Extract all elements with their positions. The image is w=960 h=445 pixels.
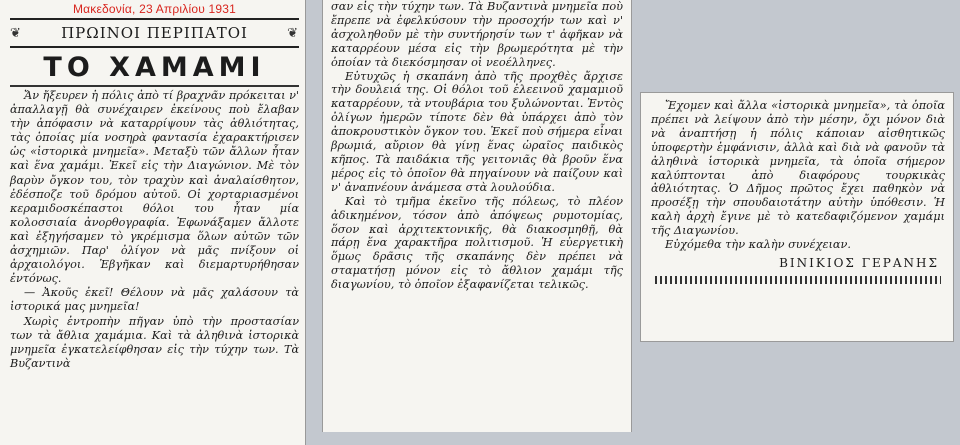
paragraph: Καὶ τὸ τμῆμα ἐκεῖνο τῆς πόλεως, τὸ πλέον ἀδικημένον, τόσον ἀπὸ ἀπόψεως ρυμοτομίας, ὅσον καὶ ἀρχιτεκτονικῆς, θὰ διακοσμηθῇ, θὰ πάρῃ ἕνα χαρακτῆρα πολιτισμοῦ. Ἡ εὐεργετικὴ ὅμως δρᾶσις τῆς σκαπάνης δὲν πρέπει νὰ σταματήσῃ μόνον εἰς τὸ ἄθλιον χαμάμι τῆς διαγωνίου, τὸ ὁποῖον ἐξαφανίζεται τελικῶς.	[331, 194, 623, 292]
paragraph: Ἄν ἤξευρεν ἡ πόλις ἀπὸ τί βραχνᾶν πρόκειται ν' ἀπαλλαγῇ θὰ συνέχαιρεν ἐκείνους ποὺ ἔλαβαν τὴν ἀπόφασιν νὰ καταρρίψουν τὰς ἀθλιότητας, τὰς ὁποίας μία νοσηρὰ φαντασία ἐχαρακτήρισεν ὡς «ἱστορικὰ μνημεῖα». Μεταξὺ τῶν ἄλλων ἦταν καὶ ἕνα χαμάμι. Ἐκεῖ εἰς τὴν Διαγώνιον. Μὲ τὸν βαρὺν ὄγκον του, τὸν τραχὺν καὶ ἀναλαίσθητον, ἐδέσποζε τοῦ δρόμου αὐτοῦ. Οἱ χορταριασμένοι κεραμιδοσκέπαστοι θόλοι του ἦταν μία κολοσσιαία ἀνορθογραφία. Ἐφωνάξαμεν ἄλλοτε καὶ ἐξηγήσαμεν τὸ γκρέμισμα ὅλων αὐτῶν τῶν ἀσχημιῶν. Παρ' ὀλίγον νὰ μᾶς πνίξουν οἱ ἀρχαιολόγοι. Ἐβγῆκαν καὶ διεμαρτυρήθησαν ἐντόνως.	[10, 89, 299, 286]
column-header-text: ΠΡΩΙΝΟΙ ΠΕΡΙΠΑΤΟΙ	[61, 24, 248, 42]
paragraph: — Ἀκοῦς ἐκεῖ! Θέλουν νὰ μᾶς χαλάσουν τὰ ἱστορικά μας μνημεῖα!	[10, 286, 299, 314]
paragraph: Χωρὶς ἐντροπὴν πῆγαν ὑπὸ τὴν προστασίαν των τὰ ἄθλια χαμάμια. Καὶ τὰ ἀληθινὰ ἱστορικὰ μνημεῖα ἐγκατελείφθησαν εἰς τὴν τύχην των. Τὰ Βυζαντινὰ	[10, 314, 299, 370]
ornament-left-icon: ❦	[10, 25, 22, 41]
article-column-1	[0, 0, 306, 445]
paragraph: Ἔχομεν καὶ ἄλλα «ἱστορικὰ μνημεῖα», τὰ ὁποῖα πρέπει νὰ λείψουν ἀπὸ τὴν μέσην, ὄχι μόνον διὰ νὰ ἀναπτήσῃ ἡ πόλις κάποιαν αἰσθητικῶς ὑποφερτὴν ἐμφάνισιν, ἀλλὰ καὶ διὰ νὰ φανοῦν τὰ ἀληθινὰ ἱστορικὰ μνημεῖα, τὰ ὁποῖα σήμερον καλύπτονται ἀπὸ διαφόρους τουρκικὰς ἀθλιότητας. Ὁ Δῆμος πρῶτος ἔχει παθηκὸν νὰ προσέξῃ τὴν σπουδαιοτάτην αὐτὴν ὑπόθεσιν. Ἡ καλὴ ἀρχὴ ἔγινε μὲ τὸ κατεδαφιζόμενον χαμάμι τῆς Διαγωνίου.	[651, 99, 945, 238]
end-rule-divider	[655, 276, 941, 284]
article-column-2	[322, 0, 632, 432]
author-signature: ΒΙΝΙΚΙΟΣ ΓΕΡΑΝΗΣ	[779, 255, 939, 270]
paragraph: Εὐχόμεθα τὴν καλὴν συνέχειαν.	[665, 238, 852, 252]
paragraph: Εὐτυχῶς ἡ σκαπάνη ἀπὸ τῆς προχθὲς ἄρχισε τὴν δουλειά της. Οἱ θόλοι τοῦ ἐλεεινοῦ χαμαμιοῦ καταρρέουν, τὰ ντουβάρια του ξυλώνονται. Ἐντὸς ὀλίγων ἡμερῶν τίποτε δὲν θὰ ὑπάρχει ἀπὸ τὸν ἀποκρουστικὸν ὄγκον του. Ἐκεῖ ποὺ σήμερα εἶναι βρωμιά, αὔριον θὰ γίνῃ ἕνας ὡραῖος παιδικὸς κῆπος. Τὰ παιδάκια τῆς γειτονιᾶς θὰ βροῦν ἕνα μέρος εἰς τὸ ὁποῖον θὰ πηγαίνουν νὰ παίζουν καὶ ν' ἀναπνέουν ἀνάμεσα στὰ λουλούδια.	[331, 69, 623, 194]
source-caption: Μακεδονία, 23 Απριλίου 1931	[72, 2, 237, 16]
paragraph: σαν εἰς τὴν τύχην των. Τὰ Βυζαντινὰ μνημεῖα ποὺ ἔπρεπε νὰ ἐφελκύσουν τὴν προσοχήν των καὶ ν' ἀσχοληθοῦν μὲ τὴν συντήρησίν των τ' ἀφῆκαν νὰ καταρρέουν μέσα εἰς τὴν βρωμερότητα μὲ τὴν ὁποίαν τὰ διεκόσμησαν οἱ νεοέλληνες.	[331, 0, 623, 69]
ornament-right-icon: ❦	[287, 25, 299, 41]
article-column-3	[640, 92, 954, 342]
article-title: ΤΟ ΧΑΜΑΜΙ	[10, 52, 299, 87]
column-header	[10, 18, 299, 48]
